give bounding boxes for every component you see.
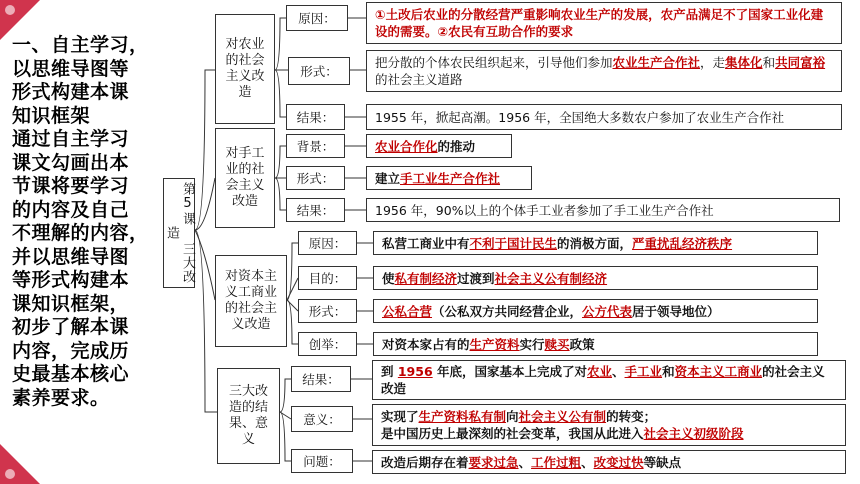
label-res-meaning: 意义： [291, 406, 353, 432]
text-segment: 使 [382, 270, 395, 286]
content-craft-result [366, 198, 840, 222]
text-segment: 要求过急 [468, 454, 519, 470]
text-segment: 共同富裕 [775, 55, 826, 70]
text-segment: 向 [506, 409, 519, 424]
content-text [382, 235, 732, 252]
text-segment: 严重扰乱经济秩序 [632, 235, 733, 251]
content-res-problem [372, 450, 846, 474]
label-cap-goal: 目的： [298, 266, 357, 290]
text-segment: ，走 [700, 55, 726, 70]
text-segment: 赎买 [544, 336, 570, 352]
text-segment: 、 [518, 454, 532, 470]
content-text [375, 138, 475, 155]
text-segment: 生产资料 [469, 336, 520, 352]
label-res-problem: 问题： [291, 449, 353, 473]
content-text [381, 363, 837, 397]
content-agri-form [366, 50, 842, 92]
content-text [382, 336, 595, 353]
text-segment: 、 [612, 364, 625, 379]
text-segment: 私营工商业中有 [382, 235, 470, 251]
text-segment: 农业合作化 [375, 138, 438, 154]
root-node: 第5课 三大改造 [163, 178, 195, 288]
text-segment: 年底，国家基本上完成了对 [432, 364, 588, 379]
content-cap-goal [373, 266, 818, 290]
content-agri-reason [366, 2, 842, 44]
text-segment: 公方代表 [582, 303, 633, 319]
label-craft-form: 形式： [286, 166, 345, 190]
text-segment: 、 [581, 454, 594, 470]
content-cap-form [373, 299, 818, 323]
label-agri-form: 形式： [288, 57, 350, 85]
section-capitalism: 对资本主义工商业的社会主义改造 [215, 255, 287, 347]
text-segment: 公私合营 [382, 303, 433, 319]
content-text [381, 408, 744, 442]
text-segment: 社会主义公有制 [518, 409, 607, 424]
content-text [375, 170, 500, 187]
text-segment: 农业生产合作社 [612, 55, 701, 70]
content-res-meaning [372, 404, 846, 446]
text-segment: 把分散的个体农民组织起来，引导他们参加 [375, 55, 613, 70]
text-segment: 1955 年，掀起高潮。1956 年，全国绝大多数农户参加了农业生产合作社 [375, 109, 785, 125]
text-segment: 的消极方面， [557, 235, 633, 251]
text-segment: 的推动 [437, 138, 476, 154]
content-text [375, 202, 714, 219]
text-segment: 手工业生产合作社 [400, 170, 501, 186]
text-segment: 的转变； 是中国历史上最深刻的社会变革，我国从此进入 [381, 409, 657, 441]
text-segment: 和 [662, 364, 675, 379]
text-segment: 实行 [519, 336, 545, 352]
label-agri-reason: 原因： [286, 5, 348, 31]
text-segment: 工作过粗 [531, 454, 582, 470]
content-text [375, 6, 833, 40]
text-segment: ①土改后农业的分散经营严重影响农业生产的发展，农产品满足不了国家工业化建设的需要。②农民有互助合作的要求 [375, 7, 824, 39]
text-segment: 私有制经济 [394, 270, 458, 286]
label-craft-bg: 背景： [286, 134, 345, 158]
text-segment: 实现了 [381, 409, 419, 424]
content-res-result [372, 360, 846, 400]
text-segment: 不利于国计民生 [469, 235, 558, 251]
text-segment: 过渡到 [457, 270, 495, 286]
text-segment: 改造后期存在着 [381, 454, 469, 470]
text-segment: 政策 [569, 336, 595, 352]
text-segment: 资本主义工商业 [674, 364, 763, 379]
label-res-result: 结果： [291, 366, 351, 392]
content-text [375, 54, 833, 88]
text-segment: 社会主义初级阶段 [643, 426, 744, 441]
label-cap-innovation: 创举： [298, 332, 357, 356]
text-segment: 居于领导地位） [632, 303, 720, 319]
content-cap-reason [373, 231, 818, 255]
content-craft-bg [366, 134, 512, 158]
text-segment: 到 [381, 364, 398, 379]
text-segment: 社会主义公有制经济 [494, 270, 608, 286]
text-segment: 1956 年，90%以上的个体手工业者参加了手工业生产合作社 [375, 202, 714, 218]
content-agri-result [366, 104, 842, 130]
text-segment: 1956 [397, 364, 433, 379]
text-segment: 等缺点 [643, 454, 682, 470]
text-segment: 的社会主义改造 [381, 364, 825, 396]
text-segment: （公私双方共同经营企业， [432, 303, 583, 319]
content-text [382, 270, 607, 287]
section-handicraft: 对手工业的社会主义改造 [215, 128, 275, 228]
text-segment: 农业 [587, 364, 613, 379]
section-result: 三大改造的结果、意义 [217, 368, 280, 464]
text-segment: 集体化 [725, 55, 763, 70]
content-text [381, 454, 681, 471]
label-cap-reason: 原因： [298, 231, 357, 255]
content-cap-innovation [373, 332, 818, 356]
text-segment: 对资本家占有的 [382, 336, 470, 352]
label-cap-form: 形式： [298, 299, 357, 323]
text-segment: 改变过快 [593, 454, 644, 470]
text-segment: 手工业 [624, 364, 663, 379]
content-text [375, 109, 784, 126]
text-segment: 的社会主义道路 [375, 72, 463, 87]
left-panel-text: 一、自主学习， 以思维导图等 形式构建本课 知识框架 通过自主学习 课文勾画出本 节课将要学习 的内容及自己 不理解的内容， 并以思维导图 等形式构建本 课知识框架， 初步了解本课 内容，完成历 史最基本核心 素养要求。 [12, 34, 149, 409]
section-agriculture: 对农业的社会主义改造 [215, 14, 275, 124]
label-craft-result: 结果： [286, 198, 345, 222]
content-craft-form [366, 166, 532, 190]
text-segment: 和 [762, 55, 776, 70]
content-text [382, 303, 720, 320]
text-segment: 建立 [375, 170, 401, 186]
label-agri-result: 结果： [286, 104, 345, 130]
text-segment: 生产资料私有制 [418, 409, 507, 424]
